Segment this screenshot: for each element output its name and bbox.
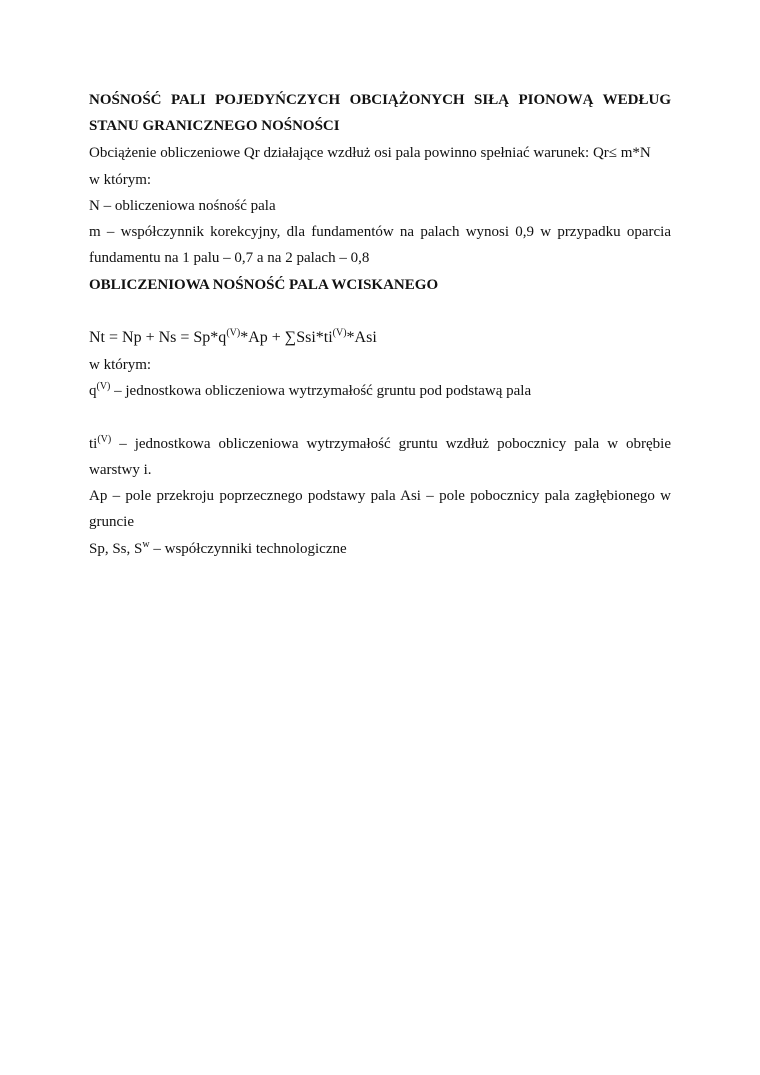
formula-part-c: *Asi: [346, 329, 377, 346]
definition-s-symbols: Sp, Ss, S: [89, 541, 143, 557]
definition-ti-line1: [89, 435, 671, 453]
definition-m-line2: fundamentu na 1 palu – 0,7 a na 2 palach – 0,8: [89, 250, 370, 266]
definition-ap-line2: gruncie: [89, 514, 134, 530]
definition-q-text: – jednostkowa obliczeniowa wytrzymałość gruntu pod podstawą pala: [110, 383, 532, 399]
definition-s: [89, 540, 347, 558]
condition-text: Obciążenie obliczeniowe Qr działające wzdłuż osi pala powinno spełniać warunek: Qr≤ m*N: [89, 145, 651, 161]
definition-q-superscript: (V): [96, 381, 111, 392]
formula-superscript-1: (V): [226, 327, 241, 339]
definition-N: N – obliczeniowa nośność pala: [89, 198, 276, 214]
definition-s-superscript: w: [142, 539, 150, 550]
in-which-label-2: w którym:: [89, 357, 152, 373]
in-which-label-1: w którym:: [89, 172, 152, 188]
definition-m-line1: m – współczynnik korekcyjny, dla fundamentów na palach wynosi 0,9 w przypadku oparcia: [89, 224, 671, 240]
definition-ti-superscript: (V): [97, 434, 112, 445]
definition-s-text: – współczynniki technologiczne: [149, 541, 347, 557]
formula-superscript-2: (V): [332, 327, 347, 339]
definition-ap-line1: Ap – pole przekroju poprzecznego podstawy pala Asi – pole pobocznicy pala zagłębionego w: [89, 488, 671, 504]
section1-heading-line2: STANU GRANICZNEGO NOŚNOŚCI: [89, 118, 340, 134]
formula-part-b: *Ap + ∑Ssi*ti: [240, 329, 333, 346]
definition-ti-symbol: ti: [89, 436, 98, 452]
definition-q: [89, 382, 531, 400]
section2-heading: OBLICZENIOWA NOŚNOŚĆ PALA WCISKANEGO: [89, 277, 439, 293]
definition-q-symbol: q: [89, 383, 97, 399]
definition-ti-text: – jednostkowa obliczeniowa wytrzymałość gruntu wzdłuż pobocznicy pala w obrębie: [111, 436, 671, 452]
section1-heading-line1: NOŚNOŚĆ PALI POJEDYŃCZYCH OBCIĄŻONYCH SIŁĄ PIONOWĄ WEDŁUG: [89, 92, 671, 108]
formula-Nt: [89, 329, 377, 347]
formula-part-a: Nt = Np + Ns = Sp*q: [89, 329, 227, 346]
definition-ti-line2: warstwy i.: [89, 462, 152, 478]
